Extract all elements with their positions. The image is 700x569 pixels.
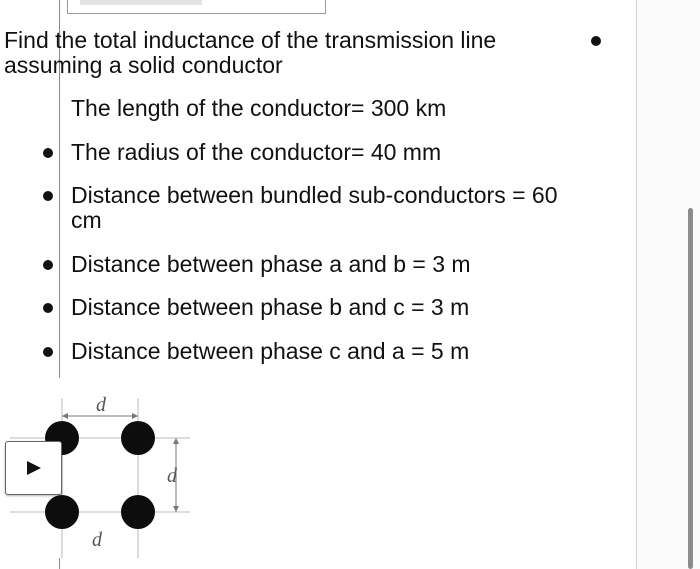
conductor-bottom-right xyxy=(121,495,155,529)
play-button[interactable] xyxy=(5,441,62,495)
question-line-2: assuming a solid conductor xyxy=(4,52,283,78)
bullet-icon xyxy=(43,347,53,357)
list-item-distance-bc: Distance between phase b and c = 3 m xyxy=(71,294,470,320)
figure-label-bottom: d xyxy=(92,529,102,551)
conductor-top-right xyxy=(121,421,155,455)
list-item-bundle-distance-unit: cm xyxy=(71,207,102,233)
bullet-icon xyxy=(43,148,53,158)
top-box-fill xyxy=(80,0,202,5)
bullet-icon xyxy=(43,303,53,313)
list-item-distance-ca: Distance between phase c and a = 5 m xyxy=(71,338,470,364)
bullet-icon xyxy=(43,260,53,270)
figure-label-top: d xyxy=(96,394,106,416)
list-item-bundle-distance: Distance between bundled sub-conductors = 60 xyxy=(71,182,558,208)
figure-label-right: d xyxy=(167,465,177,487)
conductor-bottom-left xyxy=(45,495,79,529)
play-icon xyxy=(26,460,42,476)
list-item-radius: The radius of the conductor= 40 mm xyxy=(71,139,442,165)
top-partial-box xyxy=(67,0,326,14)
bullet-icon xyxy=(43,191,53,201)
list-item-distance-ab: Distance between phase a and b = 3 m xyxy=(71,251,471,277)
list-item-length: The length of the conductor= 300 km xyxy=(71,95,447,121)
bullet-icon xyxy=(591,36,601,46)
vertical-scrollbar[interactable] xyxy=(688,208,693,569)
question-line-1: Find the total inductance of the transmission line xyxy=(4,27,497,53)
